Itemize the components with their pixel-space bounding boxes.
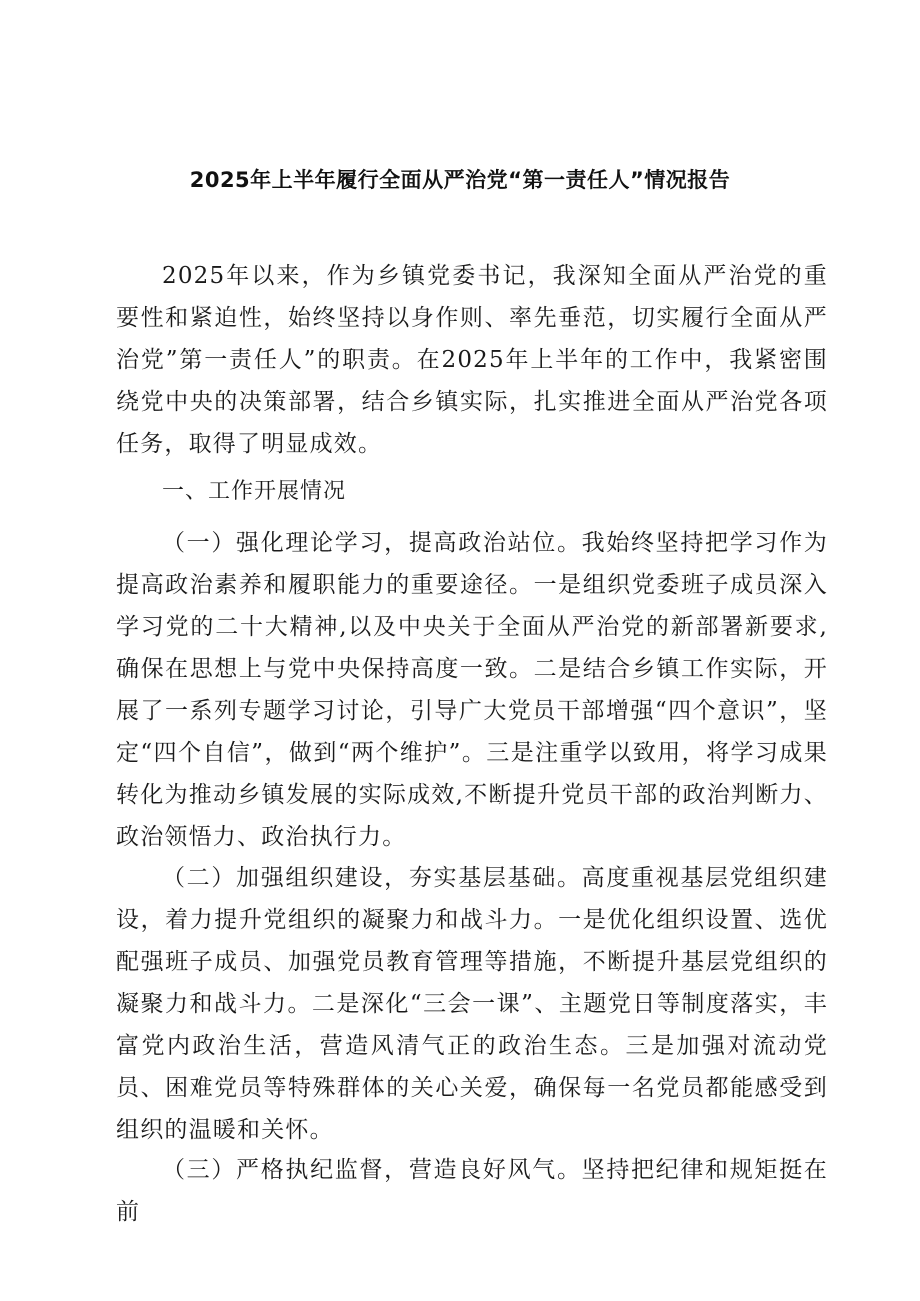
section-heading-work: 一、工作开展情况: [162, 479, 347, 504]
intro-paragraph: 2025年以来，作为乡镇党委书记，我深知全面从严治党的重要性和紧迫性，始终坚持以身作则、率先垂范，切实履行全面从严治党”第一责任人”的职责。在2025年上半年的工作中，我紧密围绕党中央的决策部署，结合乡镇实际，扎实推进全面从严治党各项任务，取得了明显成效。: [116, 263, 828, 457]
paragraph-organization-building: （二）加强组织建设，夯实基层基础。高度重视基层党组织建设，着力提升党组织的凝聚力和战斗力。一是优化组织设置、选优配强班子成员、加强党员教育管理等措施，不断提升基层党组织的凝聚力和战斗力。二是深化“三会一课”、主题党日等制度落实，丰富党内政治生活，营造风清气正的政治生态。三是加强对流动党员、困难党员等特殊群体的关心关爱，确保每一名党员都能感受到组织的温暖和关怀。: [116, 865, 828, 1143]
paragraph-discipline-supervision: （三）严格执纪监督，营造良好风气。坚持把纪律和规矩挺在前: [116, 1157, 828, 1225]
document-title: 2025年上半年履行全面从严治党“第一责任人”情况报告: [189, 168, 731, 192]
paragraph-theory-study: （一）强化理论学习，提高政治站位。我始终坚持把学习作为提高政治素养和履职能力的重要途径。一是组织党委班子成员深入学习党的二十大精神,以及中央关于全面从严治党的新部署新要求,确保在思想上与党中央保持高度一致。二是结合乡镇工作实际，开展了一系列专题学习讨论，引导广大党员干部增强“四个意识”，坚定“四个自信”，做到“两个维护”。三是注重学以致用，将学习成果转化为推动乡镇发展的实际成效,不断提升党员干部的政治判断力、政治领悟力、政治执行力。: [116, 530, 828, 850]
